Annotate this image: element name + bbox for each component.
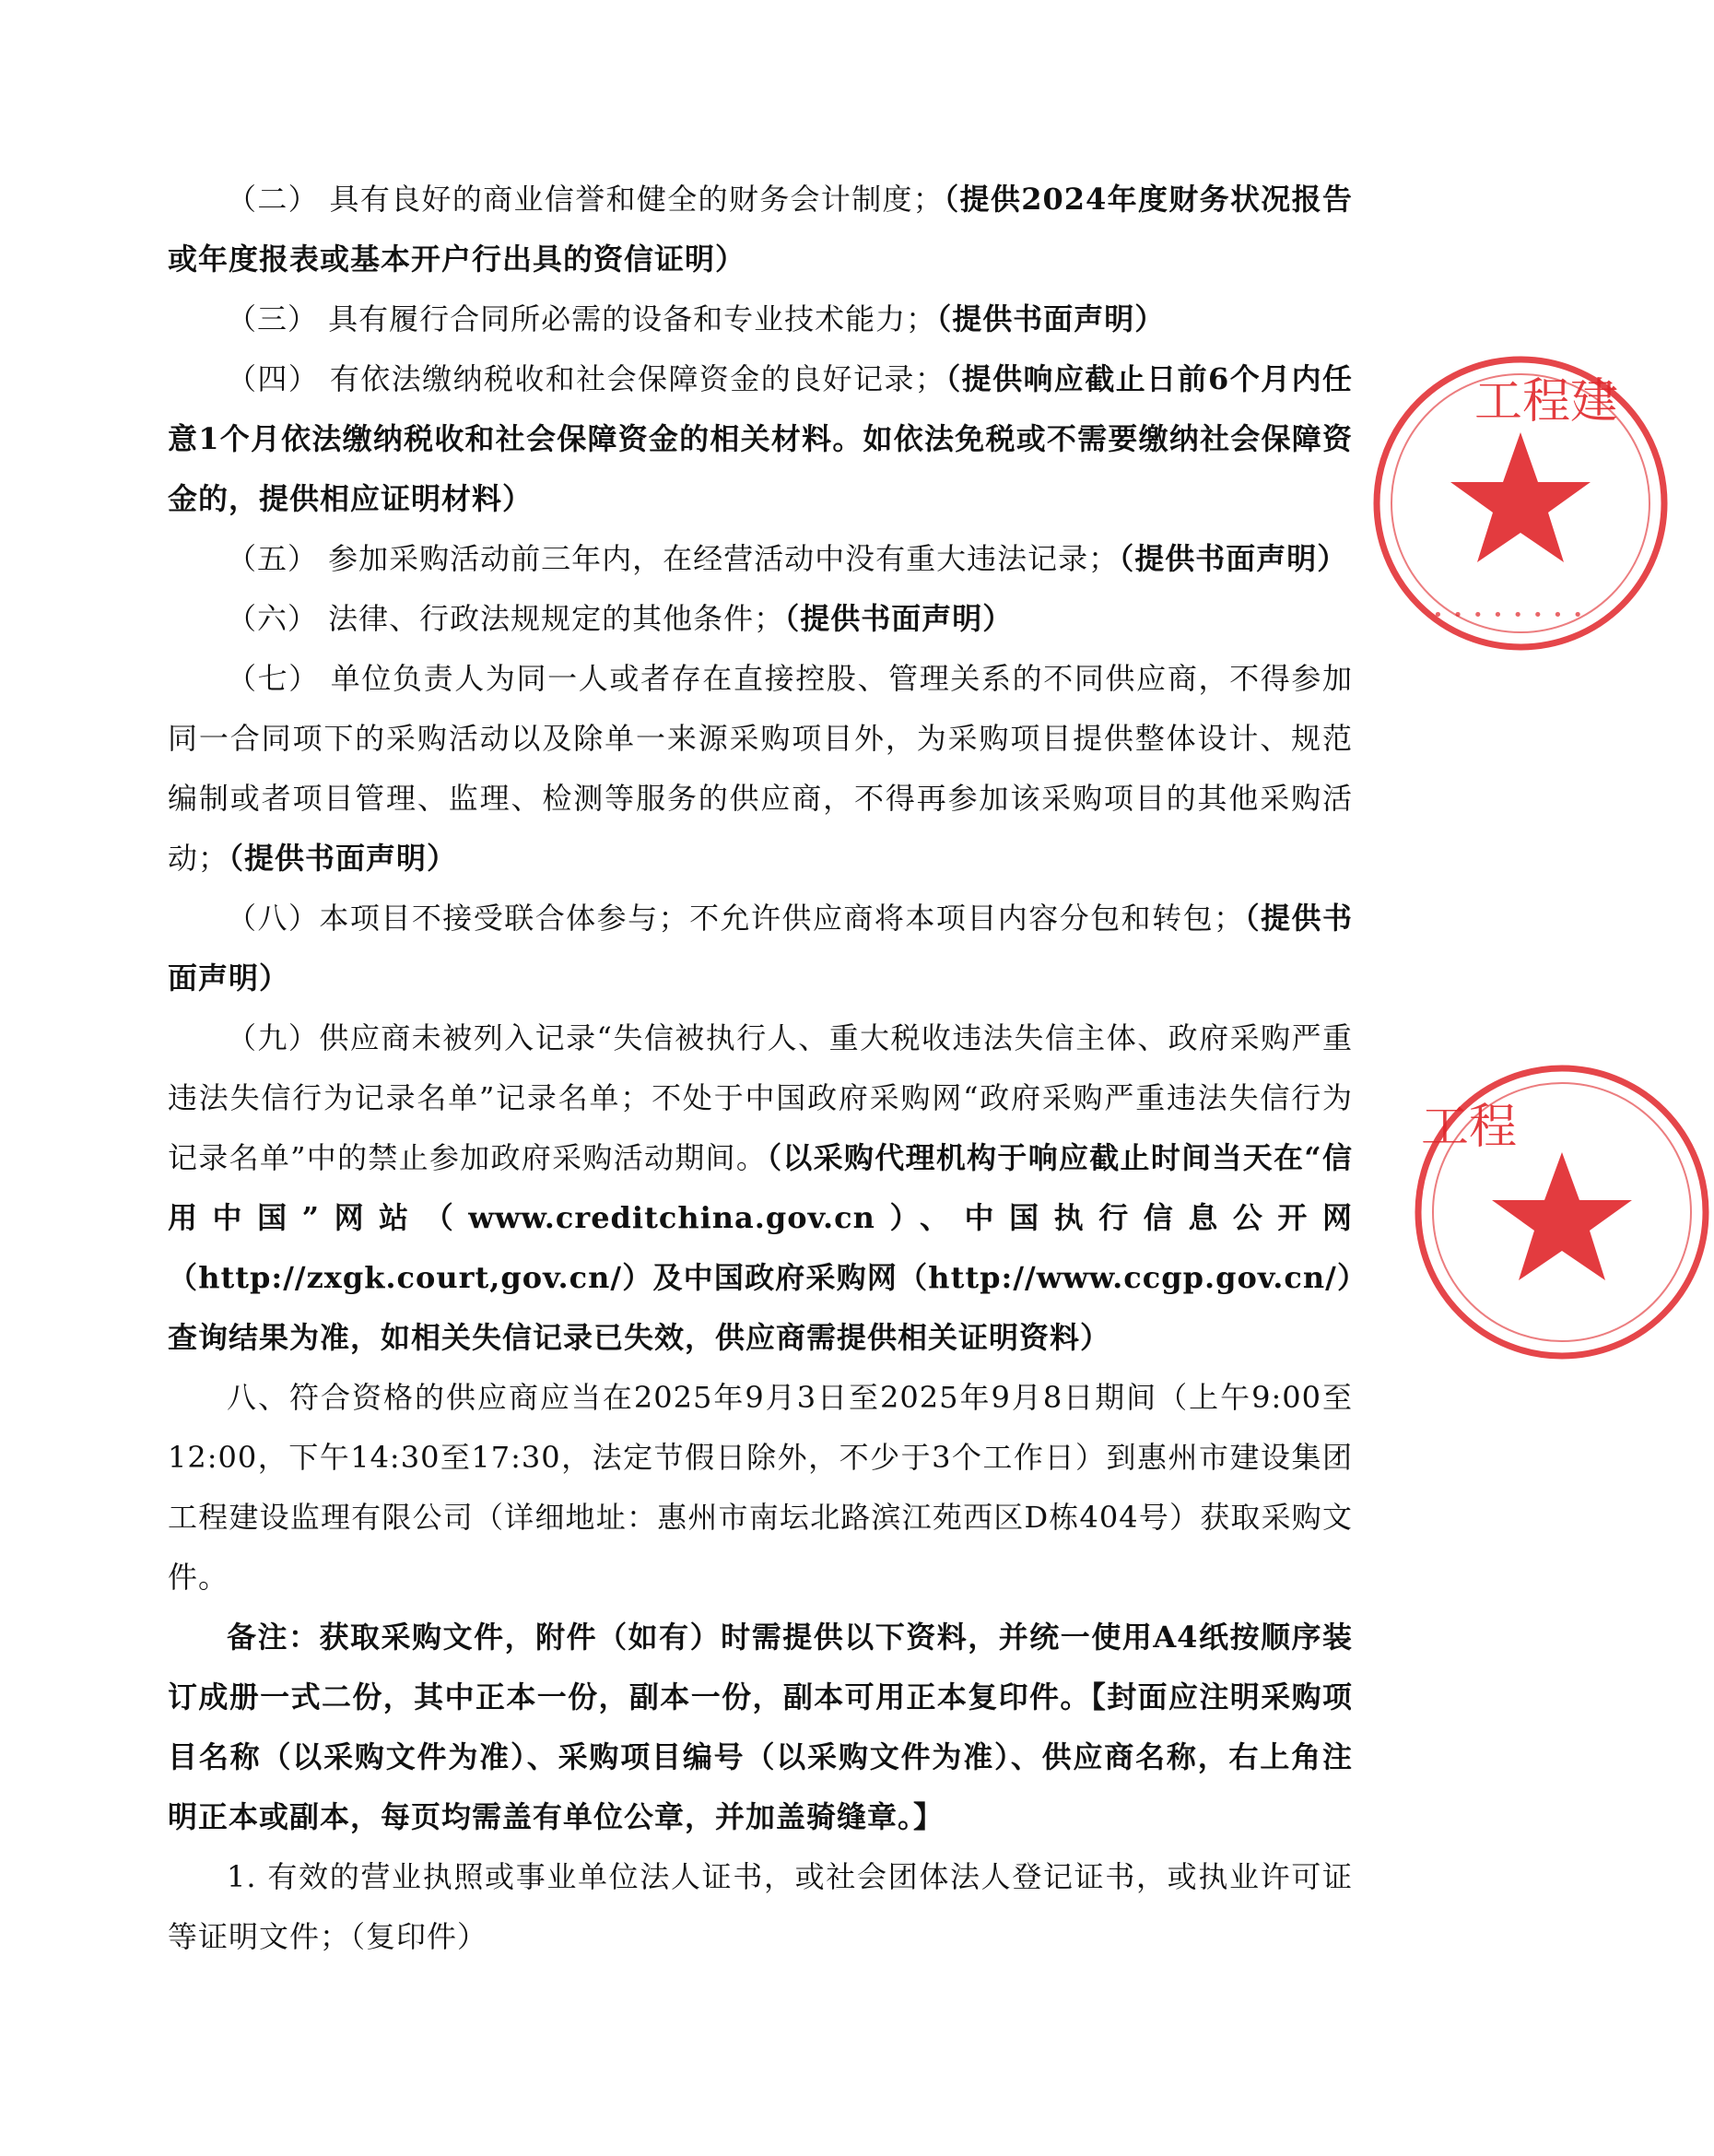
- paragraph-criterion-8: [168, 889, 1353, 1008]
- section-text: 八、符合资格的供应商应当在2025年9月3日至2025年9月8日期间（上午9:00至12:00，下午14:30至17:30，法定节假日除外，不少于3个工作日）到惠州市建设集团工程建设监理有限公司（详细地址：惠州市南坛北路滨江苑西区D栋404号）获取采购文件。: [168, 1380, 1353, 1595]
- paragraph-item-1: [168, 1847, 1353, 1967]
- criterion-text: （九）供应商未被列入记录“失信被执行人、重大税收违法失信主体、政府采购严重违法失信行为记录名单”记录名单；不处于中国政府采购网“政府采购严重违法失信行为记录名单”中的禁止参加政府采购活动期间。: [168, 1020, 1353, 1175]
- seal-icon: [1368, 351, 1673, 655]
- seal-legend: 工程建: [1474, 374, 1619, 430]
- criterion-requirement: （提供书面声明）: [1119, 541, 1348, 576]
- paragraph-criterion-6: [168, 589, 1353, 649]
- criterion-text: （三） 具有履行合同所必需的设备和专业技术能力；: [227, 301, 937, 336]
- seal-icon: [1410, 1060, 1714, 1364]
- criterion-requirement: （以采购代理机构于响应截止时间当天在“信用中国”网站（www.creditchina.gov.cn）、中国执行信息公开网（http://zxgk.court,gov.cn/）及中国政府采购网（http://www.ccgp.gov.cn/）查询结果为准，如相关失信记录已失效，供应商需提供相关证明资料）: [168, 1140, 1353, 1355]
- criterion-text: （二） 具有良好的商业信誉和健全的财务会计制度；: [227, 182, 944, 217]
- paragraph-criterion-9: [168, 1008, 1353, 1368]
- company-seal-upper: [1368, 351, 1673, 655]
- svg-text:• • • • • • • •: • • • • • • • •: [1433, 606, 1583, 625]
- document-body: [168, 170, 1353, 1967]
- criterion-requirement: （提供2024年度财务状况报告或年度报表或基本开户行出具的资信证明）: [168, 182, 1353, 277]
- paragraph-section-8: [168, 1368, 1353, 1608]
- seal-legend: 工程: [1421, 1100, 1518, 1155]
- criterion-text: （七） 单位负责人为同一人或者存在直接控股、管理关系的不同供应商，不得参加同一合同项下的采购活动以及除单一来源采购项目外，为采购项目提供整体设计、规范编制或者项目管理、监理、检测等服务的供应商，不得再参加该采购项目的其他采购活动；: [168, 661, 1353, 876]
- criterion-requirement: （提供书面声明）: [229, 841, 458, 876]
- paragraph-criterion-4: [168, 349, 1353, 529]
- paragraph-criterion-2: [168, 170, 1353, 289]
- criterion-requirement: （提供书面声明）: [168, 901, 1353, 996]
- item-text: 1. 有效的营业执照或事业单位法人证书，或社会团体法人登记证书，或执业许可证等证明文件；（复印件）: [168, 1859, 1353, 1954]
- criterion-requirement: （提供书面声明）: [936, 301, 1166, 336]
- paragraph-note: [168, 1608, 1353, 1847]
- criterion-text: （六） 法律、行政法规规定的其他条件；: [227, 601, 785, 636]
- criterion-text: （四） 有依法缴纳税收和社会保障资金的良好记录；: [227, 361, 945, 396]
- criterion-requirement: （提供响应截止日前6个月内任意1个月依法缴纳税收和社会保障资金的相关材料。如依法免税或不需要缴纳社会保障资金的，提供相应证明材料）: [168, 361, 1353, 516]
- company-seal-lower: [1410, 1060, 1714, 1364]
- paragraph-criterion-3: [168, 289, 1353, 349]
- paragraph-criterion-5: [168, 529, 1353, 589]
- paragraph-criterion-7: [168, 649, 1353, 889]
- criterion-requirement: （提供书面声明）: [784, 601, 1014, 636]
- criterion-text: （八）本项目不接受联合体参与；不允许供应商将本项目内容分包和转包；: [227, 901, 1245, 936]
- note-text: 备注：获取采购文件，附件（如有）时需提供以下资料，并统一使用A4纸按顺序装订成册一式二份，其中正本一份，副本一份，副本可用正本复印件。【封面应注明采购项目名称（以采购文件为准）、采购项目编号（以采购文件为准）、供应商名称，右上角注明正本或副本，每页均需盖有单位公章，并加盖骑缝章。】: [168, 1620, 1353, 1834]
- criterion-text: （五） 参加采购活动前三年内，在经营活动中没有重大违法记录；: [227, 541, 1120, 576]
